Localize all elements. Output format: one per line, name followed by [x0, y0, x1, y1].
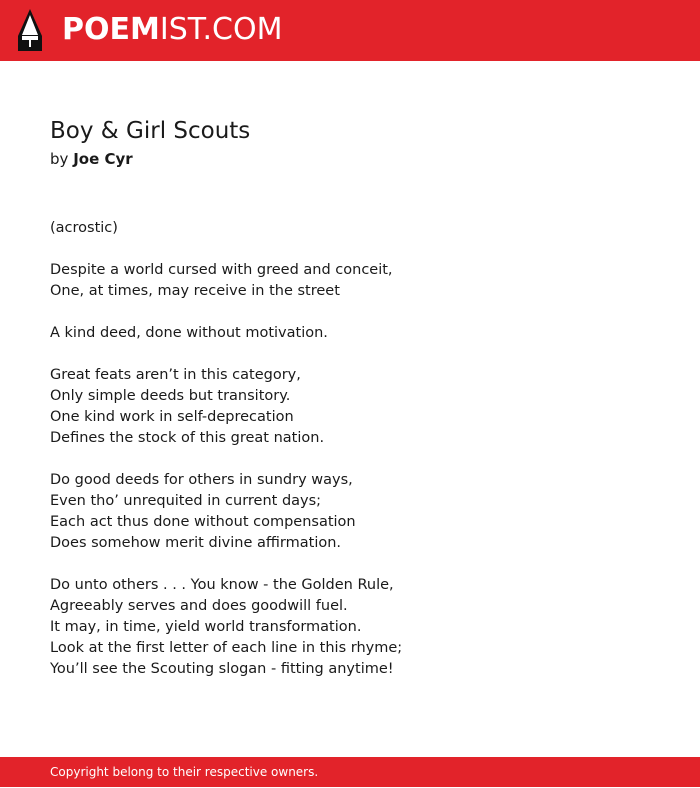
stanza: [50, 365, 650, 449]
poem-main: [50, 114, 650, 677]
poem-line: Defines the stock of this great nation.: [50, 430, 325, 446]
poem-line: You’ll see the Scouting slogan - fitting anytime!: [50, 661, 394, 677]
site-logo-text: [62, 8, 282, 52]
byline: [50, 148, 650, 170]
stanza: [50, 218, 650, 239]
poem-line: A kind deed, done without motivation.: [50, 325, 328, 341]
stanza: [50, 470, 650, 554]
by-label: by: [50, 150, 69, 168]
poem-body: [50, 218, 650, 701]
poem-line: It may, in time, yield world transformation.: [50, 619, 362, 635]
poem-title: Boy & Girl Scouts: [50, 118, 251, 144]
poem-line: Each act thus done without compensation: [50, 514, 356, 530]
poem-line: Does somehow merit divine affirmation.: [50, 535, 342, 551]
poem-line: Look at the first letter of each line in this rhyme;: [50, 640, 403, 656]
poem-line: Do good deeds for others in sundry ways,: [50, 472, 353, 488]
stanza: [50, 260, 650, 302]
poem-line: (acrostic): [50, 220, 118, 236]
logo-bold-text: POEM: [62, 12, 160, 47]
pen-nib-icon: [18, 9, 42, 51]
poem-line: Do unto others . . . You know - the Golden Rule,: [50, 577, 394, 593]
poem-line: One kind work in self-deprecation: [50, 409, 294, 425]
site-logo-link[interactable]: [18, 8, 282, 52]
poem-line: One, at times, may receive in the street: [50, 283, 340, 299]
site-footer: [0, 757, 700, 787]
stanza: [50, 323, 650, 344]
author-name: Joe Cyr: [73, 150, 133, 168]
poem-line: Only simple deeds but transitory.: [50, 388, 291, 404]
poem-line: Even tho’ unrequited in current days;: [50, 493, 322, 509]
site-header: [0, 0, 700, 61]
logo-light-text: IST.COM: [159, 12, 283, 47]
poem-line: Great feats aren’t in this category,: [50, 367, 301, 383]
copyright-notice: Copyright belong to their respective owners.: [50, 765, 319, 779]
stanza: [50, 575, 650, 680]
poem-line: Despite a world cursed with greed and conceit,: [50, 262, 393, 278]
poem-line: Agreeably serves and does goodwill fuel.: [50, 598, 348, 614]
